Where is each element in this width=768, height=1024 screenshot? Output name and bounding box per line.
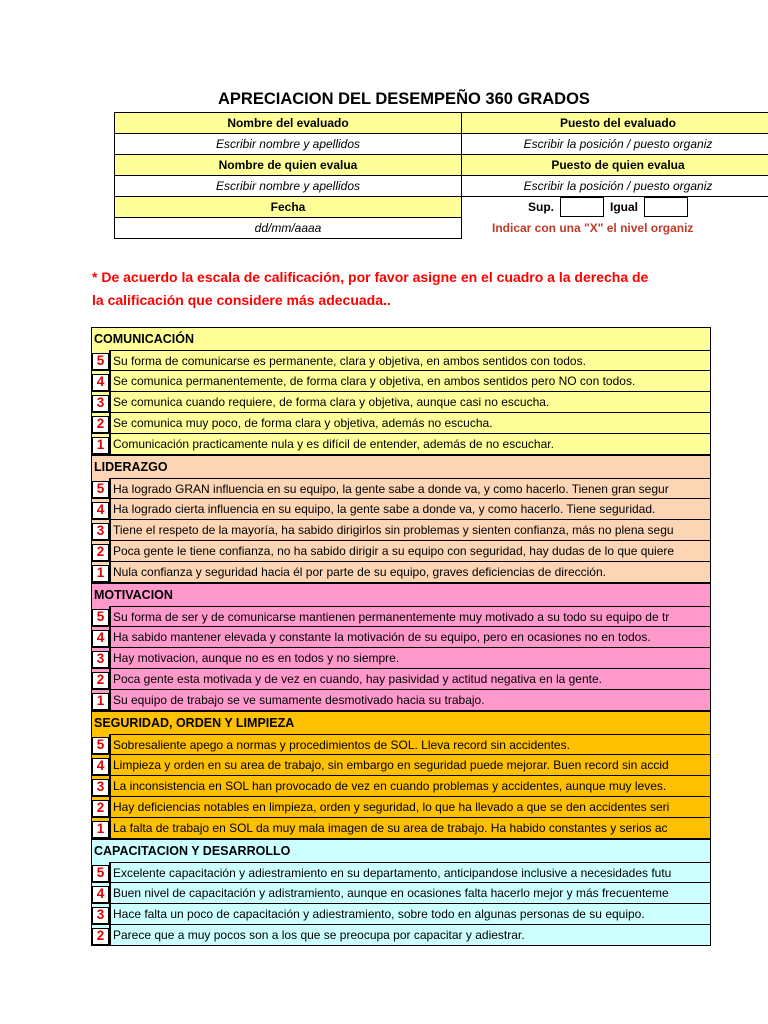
- igual-label: Igual: [610, 200, 639, 215]
- rating-row: [91, 883, 711, 904]
- rating-row: [91, 904, 711, 925]
- section-seguridad: [91, 711, 711, 839]
- evaluador-name-field[interactable]: Escribir nombre y apellidos: [115, 176, 462, 197]
- score-value: 2: [92, 928, 109, 945]
- score-value: 3: [92, 779, 109, 796]
- puesto-evaluado-field[interactable]: Escribir la posición / puesto organiz: [462, 134, 768, 155]
- rating-row: [91, 371, 711, 392]
- score-cell[interactable]: [91, 925, 111, 946]
- rating-description: Hay deficiencias notables en limpieza, orden y seguridad, lo que ha llevado a que se den accidentes seri: [111, 797, 711, 818]
- rating-row: [91, 434, 711, 455]
- score-cell[interactable]: [91, 371, 111, 392]
- fecha-label: Fecha: [115, 197, 462, 218]
- evaluation-header-table: [114, 112, 768, 239]
- score-cell[interactable]: [91, 413, 111, 434]
- rating-description: Su forma de comunicarse es permanente, clara y objetiva, en ambos sentidos con todos.: [111, 350, 711, 371]
- score-value: 1: [92, 565, 109, 582]
- score-cell[interactable]: [91, 499, 111, 520]
- rating-row: [91, 350, 711, 371]
- rating-row: [91, 755, 711, 776]
- rating-description: Ha sabido mantener elevada y constante la motivación de su equipo, pero en ocasiones no en todos.: [111, 627, 711, 648]
- rating-description: Poca gente le tiene confianza, no ha sabido dirigir a su equipo con seguridad, hay dudas de lo que quiere: [111, 541, 711, 562]
- section-title: MOTIVACION: [91, 583, 711, 606]
- score-cell[interactable]: [91, 562, 111, 583]
- score-cell[interactable]: [91, 350, 111, 371]
- puesto-evaluador-field[interactable]: Escribir la posición / puesto organiz: [462, 176, 768, 197]
- section-title: COMUNICACIÓN: [91, 327, 711, 350]
- score-cell[interactable]: [91, 904, 111, 925]
- rating-description: Se comunica cuando requiere, de forma clara y objetiva, aunque casi no escucha.: [111, 392, 711, 413]
- rating-description: Limpieza y orden en su area de trabajo, sin embargo en seguridad puede mejorar. Buen record sin accid: [111, 755, 711, 776]
- score-value: 3: [92, 395, 109, 412]
- score-cell[interactable]: [91, 627, 111, 648]
- score-cell[interactable]: [91, 818, 111, 839]
- page-title: APRECIACION DEL DESEMPEÑO 360 GRADOS: [218, 90, 590, 108]
- section-title: SEGURIDAD, ORDEN Y LIMPIEZA: [91, 711, 711, 734]
- sup-checkbox[interactable]: [560, 197, 604, 217]
- rating-description: Hace falta un poco de capacitación y adiestramiento, sobre todo en algunas personas de su equipo.: [111, 904, 711, 925]
- puesto-evaluador-label: Puesto de quien evalua: [462, 155, 768, 176]
- rating-description: La falta de trabajo en SOL da muy mala imagen de su area de trabajo. Ha habido constantes y serios ac: [111, 818, 711, 839]
- rating-description: Hay motivacion, aunque no es en todos y no siempre.: [111, 648, 711, 669]
- score-value: 4: [92, 502, 109, 519]
- score-value: 4: [92, 630, 109, 647]
- rating-description: Parece que a muy pocos son a los que se preocupa por capacitar y adiestrar.: [111, 925, 711, 946]
- score-value: 1: [92, 437, 109, 454]
- section-title: CAPACITACION Y DESARROLLO: [91, 839, 711, 862]
- rating-description: Tiene el respeto de la mayoría, ha sabido dirigirlos sin problemas y sienten confianza, más no plena segu: [111, 520, 711, 541]
- rating-row: [91, 541, 711, 562]
- rating-row: [91, 478, 711, 499]
- rating-description: Comunicación practicamente nula y es difícil de entender, además de no escuchar.: [111, 434, 711, 455]
- fecha-field[interactable]: dd/mm/aaaa: [115, 218, 462, 239]
- rating-description: Ha logrado GRAN influencia en su equipo, la gente sabe a donde va, y como hacerlo. Tienen gran segur: [111, 478, 711, 499]
- rating-row: [91, 392, 711, 413]
- evaluado-name-field[interactable]: Escribir nombre y apellidos: [115, 134, 462, 155]
- score-cell[interactable]: [91, 434, 111, 455]
- rating-sections: [91, 327, 711, 946]
- score-cell[interactable]: [91, 648, 111, 669]
- rating-description: Se comunica muy poco, de forma clara y objetiva, además no escucha.: [111, 413, 711, 434]
- evaluado-label: Nombre del evaluado: [115, 113, 462, 134]
- score-cell[interactable]: [91, 541, 111, 562]
- section-motivacion: [91, 583, 711, 711]
- score-cell[interactable]: [91, 392, 111, 413]
- score-value: 5: [92, 737, 109, 754]
- score-value: 3: [92, 907, 109, 924]
- score-value: 2: [92, 416, 109, 433]
- score-value: 5: [92, 865, 109, 882]
- rating-description: Su equipo de trabajo se ve sumamente desmotivado hacia su trabajo.: [111, 690, 711, 711]
- score-value: 4: [92, 374, 109, 391]
- rating-row: [91, 862, 711, 883]
- section-title: LIDERAZGO: [91, 455, 711, 478]
- score-value: 3: [92, 523, 109, 540]
- score-value: 1: [92, 693, 109, 710]
- score-value: 1: [92, 821, 109, 838]
- rating-description: Buen nivel de capacitación y adistramiento, aunque en ocasiones falta hacerlo mejor y más frecuenteme: [111, 883, 711, 904]
- rating-row: [91, 520, 711, 541]
- rating-row: [91, 669, 711, 690]
- section-capacitacion: [91, 839, 711, 946]
- score-cell[interactable]: [91, 862, 111, 883]
- rating-row: [91, 562, 711, 583]
- instructions-note: [92, 266, 702, 312]
- rating-row: [91, 925, 711, 946]
- instructions-line-2: la calificación que considere más adecuada..: [92, 292, 391, 308]
- rating-row: [91, 413, 711, 434]
- score-cell[interactable]: [91, 776, 111, 797]
- rating-description: Excelente capacitación y adiestramiento en su departamento, anticipandose inclusive a necesidades futu: [111, 862, 711, 883]
- score-value: 2: [92, 800, 109, 817]
- rating-row: [91, 627, 711, 648]
- nivel-instruction: Indicar con una "X" el nivel organiz: [492, 221, 694, 235]
- rating-description: Nula confianza y seguridad hacia él por parte de su equipo, graves deficiencias de dirección.: [111, 562, 711, 583]
- rating-description: Sobresaliente apego a normas y procedimientos de SOL. Lleva record sin accidentes.: [111, 734, 711, 755]
- score-cell[interactable]: [91, 690, 111, 711]
- rating-description: Su forma de ser y de comunicarse mantienen permanentemente muy motivado a su todo su equipo de tr: [111, 606, 711, 627]
- rating-description: Se comunica permanentemente, de forma clara y objetiva, en ambos sentidos pero NO con todos.: [111, 371, 711, 392]
- igual-checkbox[interactable]: [644, 197, 688, 217]
- evaluador-label: Nombre de quien evalua: [115, 155, 462, 176]
- rating-row: [91, 606, 711, 627]
- rating-row: [91, 776, 711, 797]
- sup-label: Sup.: [528, 200, 554, 215]
- rating-row: [91, 690, 711, 711]
- rating-row: [91, 734, 711, 755]
- section-comunicacion: [91, 327, 711, 455]
- score-value: 3: [92, 651, 109, 668]
- score-value: 5: [92, 481, 109, 498]
- score-cell[interactable]: [91, 478, 111, 499]
- rating-description: Ha logrado cierta influencia en su equipo, la gente sabe a donde va, y como hacerlo. Tiene seguridad.: [111, 499, 711, 520]
- rating-row: [91, 499, 711, 520]
- score-value: 5: [92, 609, 109, 626]
- score-cell[interactable]: [91, 520, 111, 541]
- score-cell[interactable]: [91, 669, 111, 690]
- rating-description: Poca gente esta motivada y de vez en cuando, hay pasividad y actitud negativa en la gente.: [111, 669, 711, 690]
- section-liderazgo: [91, 455, 711, 583]
- rating-description: La inconsistencia en SOL han provocado de vez en cuando problemas y accidentes, aunque muy leves.: [111, 776, 711, 797]
- score-value: 2: [92, 672, 109, 689]
- score-value: 4: [92, 886, 109, 903]
- score-cell[interactable]: [91, 606, 111, 627]
- score-cell[interactable]: [91, 755, 111, 776]
- score-cell[interactable]: [91, 734, 111, 755]
- score-value: 2: [92, 544, 109, 561]
- instructions-line-1: * De acuerdo la escala de calificación, por favor asigne en el cuadro a la derecha de: [92, 269, 649, 285]
- score-value: 5: [92, 353, 109, 370]
- score-cell[interactable]: [91, 797, 111, 818]
- rating-row: [91, 818, 711, 839]
- score-value: 4: [92, 758, 109, 775]
- rating-row: [91, 797, 711, 818]
- nivel-selector: [462, 197, 768, 218]
- rating-row: [91, 648, 711, 669]
- puesto-evaluado-label: Puesto del evaluado: [462, 113, 768, 134]
- score-cell[interactable]: [91, 883, 111, 904]
